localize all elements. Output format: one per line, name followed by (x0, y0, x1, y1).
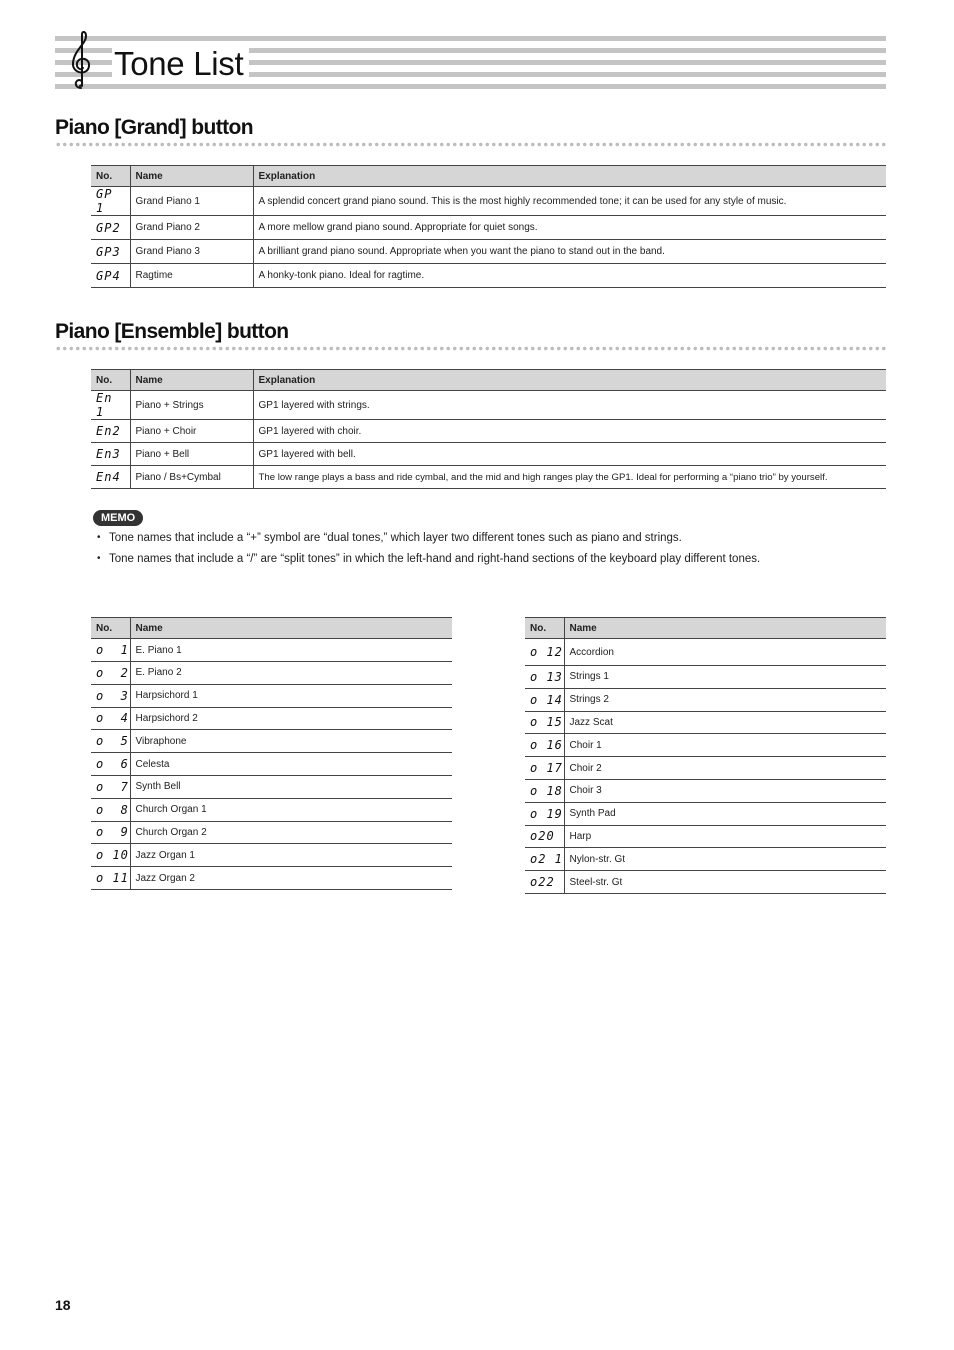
tone-name: Celesta (130, 753, 452, 776)
tone-number: o 1 (91, 639, 130, 662)
tone-name: Choir 1 (564, 734, 886, 757)
tone-name: Grand Piano 2 (130, 216, 253, 240)
tone-name: Harpsichord 2 (130, 707, 452, 730)
list-item: • Tone names that include a “+” symbol are “dual tones,” which layer two different tones such as piano and strings. (97, 530, 760, 551)
column-header: No. (525, 618, 564, 639)
table-row (91, 707, 452, 730)
column-header: Name (130, 618, 452, 639)
tone-number: o 18 (525, 779, 564, 802)
tone-number: o 12 (525, 639, 564, 666)
tone-name: Jazz Organ 1 (130, 844, 452, 867)
table-row (91, 264, 886, 288)
tone-name: Synth Bell (130, 775, 452, 798)
tone-name: Accordion (564, 639, 886, 666)
column-header: Explanation (253, 370, 886, 391)
tone-number: GP2 (91, 216, 130, 240)
table-row (91, 420, 886, 443)
tone-explanation: GP1 layered with bell. (253, 443, 886, 466)
table-row (525, 711, 886, 734)
table-row (525, 734, 886, 757)
table-row (91, 775, 452, 798)
table-row (91, 216, 886, 240)
tone-explanation: A honky-tonk piano. Ideal for ragtime. (253, 264, 886, 288)
column-header: No. (91, 370, 130, 391)
tone-name: Synth Pad (564, 802, 886, 825)
tone-number: o 9 (91, 821, 130, 844)
tone-name: Piano + Bell (130, 443, 253, 466)
table-row (91, 240, 886, 264)
table-row (91, 684, 452, 707)
tone-name: Jazz Organ 2 (130, 867, 452, 890)
table-row (91, 187, 886, 216)
tone-number: GP3 (91, 240, 130, 264)
tone-name: Harp (564, 825, 886, 848)
table-row (525, 779, 886, 802)
tone-name: Nylon-str. Gt (564, 848, 886, 871)
table-row (91, 466, 886, 489)
tone-name: Choir 2 (564, 757, 886, 780)
tone-explanation: A more mellow grand piano sound. Appropriate for quiet songs. (253, 216, 886, 240)
tone-number: o 19 (525, 802, 564, 825)
tone-explanation: A brilliant grand piano sound. Appropriate when you want the piano to stand out in the band. (253, 240, 886, 264)
table-row (525, 757, 886, 780)
tone-number: En4 (91, 466, 130, 489)
tone-name: Strings 2 (564, 688, 886, 711)
column-header: Name (564, 618, 886, 639)
table-row (91, 844, 452, 867)
tone-number: o 8 (91, 798, 130, 821)
treble-clef-icon (66, 30, 96, 90)
column-header: No. (91, 166, 130, 187)
column-header: Name (130, 166, 253, 187)
tone-name: Piano + Choir (130, 420, 253, 443)
tone-number: o 13 (525, 666, 564, 689)
tone-name: Harpsichord 1 (130, 684, 452, 707)
column-header: Explanation (253, 166, 886, 187)
tone-number: o 15 (525, 711, 564, 734)
memo-notes (97, 530, 760, 571)
tone-number: o2 1 (525, 848, 564, 871)
table-row (91, 798, 452, 821)
other-tone-table-left (91, 617, 452, 890)
column-header: No. (91, 618, 130, 639)
table-row (91, 662, 452, 685)
tone-name: Church Organ 2 (130, 821, 452, 844)
tone-name: Jazz Scat (564, 711, 886, 734)
table-row (91, 730, 452, 753)
tone-number: En 1 (91, 391, 130, 420)
section-title-grand: Piano [Grand] button (55, 116, 253, 139)
tone-name: Grand Piano 1 (130, 187, 253, 216)
tone-number: o 6 (91, 753, 130, 776)
table-row (525, 666, 886, 689)
table-row (91, 753, 452, 776)
tone-explanation: The low range plays a bass and ride cymbal, and the mid and high ranges play the GP1. Ideal for performing a “piano trio” by yourself. (253, 466, 886, 489)
tone-number: o 11 (91, 867, 130, 890)
tone-number: GP4 (91, 264, 130, 288)
list-item: • Tone names that include a “/” are “split tones” in which the left-hand and right-hand sections of the keyboard play different tones. (97, 551, 760, 572)
table-row (91, 391, 886, 420)
table-row (525, 802, 886, 825)
tone-number: o 7 (91, 775, 130, 798)
tone-number: o 17 (525, 757, 564, 780)
tone-number: GP 1 (91, 187, 130, 216)
table-row (525, 871, 886, 894)
tone-name: Church Organ 1 (130, 798, 452, 821)
tone-name: Choir 3 (564, 779, 886, 802)
tone-number: En3 (91, 443, 130, 466)
tone-number: o 16 (525, 734, 564, 757)
tone-name: Piano + Strings (130, 391, 253, 420)
tone-name: E. Piano 2 (130, 662, 452, 685)
tone-name: Steel-str. Gt (564, 871, 886, 894)
tone-number: o 5 (91, 730, 130, 753)
tone-name: Strings 1 (564, 666, 886, 689)
tone-name: Ragtime (130, 264, 253, 288)
table-row (91, 443, 886, 466)
page-title: Tone List (112, 44, 249, 84)
table-row (525, 848, 886, 871)
tone-number: o 14 (525, 688, 564, 711)
table-row (525, 825, 886, 848)
tone-name: Vibraphone (130, 730, 452, 753)
grand-tone-table (91, 165, 886, 288)
memo-badge: MEMO (93, 510, 143, 526)
tone-number: o20 (525, 825, 564, 848)
tone-number: o22 (525, 871, 564, 894)
page-number: 18 (55, 1297, 71, 1313)
tone-explanation: GP1 layered with strings. (253, 391, 886, 420)
column-header: Name (130, 370, 253, 391)
tone-explanation: A splendid concert grand piano sound. This is the most highly recommended tone; it can be used for any style of music. (253, 187, 886, 216)
table-row (91, 867, 452, 890)
tone-number: o 4 (91, 707, 130, 730)
other-tone-table-right (525, 617, 886, 894)
tone-number: o 3 (91, 684, 130, 707)
tone-name: Grand Piano 3 (130, 240, 253, 264)
section-title-ensemble: Piano [Ensemble] button (55, 320, 289, 343)
tone-explanation: GP1 layered with choir. (253, 420, 886, 443)
tone-number: o 2 (91, 662, 130, 685)
table-row (525, 639, 886, 666)
table-row (525, 688, 886, 711)
table-row (91, 639, 452, 662)
tone-number: En2 (91, 420, 130, 443)
table-row (91, 821, 452, 844)
dotted-divider (55, 142, 886, 147)
dotted-divider (55, 346, 886, 351)
tone-name: E. Piano 1 (130, 639, 452, 662)
tone-number: o 10 (91, 844, 130, 867)
tone-name: Piano / Bs+Cymbal (130, 466, 253, 489)
ensemble-tone-table (91, 369, 886, 489)
